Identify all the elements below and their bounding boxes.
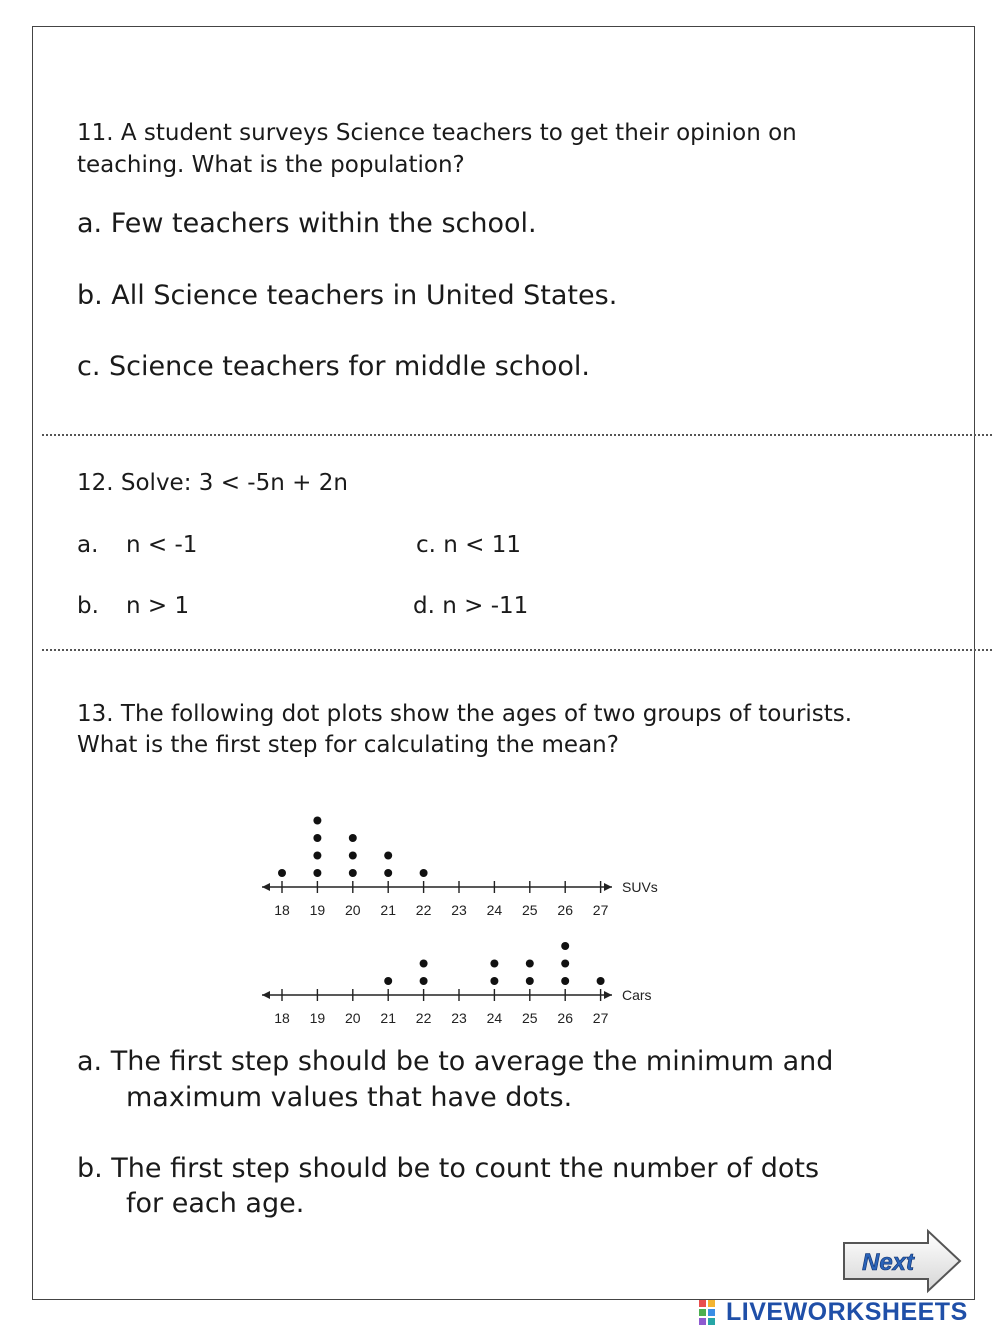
q11-prompt-line1: 11. A student surveys Science teachers to get their opinion on [77, 120, 797, 146]
tick-label: 20 [345, 902, 361, 918]
data-dot [561, 977, 569, 985]
series-label: SUVs [622, 879, 658, 895]
tick-label: 26 [557, 902, 573, 918]
q12-prompt: 12. Solve: 3 < -5n + 2n [77, 470, 348, 496]
data-dot [490, 960, 498, 968]
tick-label: 25 [522, 1010, 538, 1026]
liveworksheets-logo [698, 1298, 968, 1328]
q11-option-c[interactable]: c. Science teachers for middle school. [77, 351, 590, 382]
data-dot [526, 977, 534, 985]
q13-option-b-line1[interactable]: b. The first step should be to count the number of dots [77, 1153, 820, 1184]
data-dot [420, 960, 428, 968]
data-dot [313, 834, 321, 842]
data-dot [313, 817, 321, 825]
data-dot [349, 869, 357, 877]
tick-label: 18 [274, 1010, 290, 1026]
tick-label: 22 [415, 902, 432, 918]
tick-label: 27 [592, 1010, 609, 1026]
q13-option-b-line2[interactable]: for each age. [126, 1188, 305, 1219]
data-dot [313, 852, 321, 860]
dot-plots [250, 805, 680, 1035]
data-dot [313, 869, 321, 877]
dot-plot-svg [250, 805, 680, 1035]
tick-label: 24 [486, 1010, 503, 1026]
tick-label: 20 [345, 1010, 361, 1026]
tick-label: 27 [592, 902, 609, 918]
q12-option-a[interactable]: n < -1 [126, 532, 198, 558]
axis-arrow-right [604, 991, 612, 999]
q13-prompt-line2: What is the first step for calculating the mean? [77, 732, 619, 758]
tick-label: 19 [309, 902, 326, 918]
data-dot [278, 869, 286, 877]
q12-option-b[interactable]: n > 1 [126, 593, 190, 619]
tick-label: 25 [522, 902, 538, 918]
data-dot [384, 869, 392, 877]
tick-label: 26 [557, 1010, 573, 1026]
tick-label: 18 [274, 902, 290, 918]
data-dot [420, 977, 428, 985]
tick-label: 21 [380, 902, 396, 918]
section-divider [42, 649, 992, 651]
tick-label: 24 [486, 902, 503, 918]
q12-option-a-label[interactable]: a. [77, 532, 99, 558]
q12-option-d[interactable]: d. n > -11 [413, 593, 529, 619]
next-button[interactable] [840, 1228, 964, 1294]
axis-arrow-left [262, 991, 270, 999]
data-dot [526, 960, 534, 968]
data-dot [561, 942, 569, 950]
tick-label: 19 [309, 1010, 326, 1026]
tick-label: 21 [380, 1010, 396, 1026]
logo-text: LIVEWORKSHEETS [726, 1298, 968, 1326]
series-label: Cars [622, 987, 652, 1003]
data-dot [384, 852, 392, 860]
q11-prompt-line2: teaching. What is the population? [77, 152, 465, 178]
q13-prompt-line1: 13. The following dot plots show the ages of two groups of tourists. [77, 701, 853, 727]
q13-option-a-line2[interactable]: maximum values that have dots. [126, 1082, 573, 1113]
next-arrow-icon [840, 1228, 964, 1294]
data-dot [349, 852, 357, 860]
tick-label: 23 [451, 1010, 467, 1026]
tick-label: 22 [415, 1010, 432, 1026]
axis-arrow-right [604, 883, 612, 891]
data-dot [597, 977, 605, 985]
axis-arrow-left [262, 883, 270, 891]
q12-option-c[interactable]: c. n < 11 [416, 532, 522, 558]
data-dot [349, 834, 357, 842]
q12-option-b-label[interactable]: b. [77, 593, 99, 619]
q11-option-b[interactable]: b. All Science teachers in United States. [77, 280, 618, 311]
data-dot [384, 977, 392, 985]
tick-label: 23 [451, 902, 467, 918]
next-label: Next [861, 1249, 915, 1276]
q13-option-a-line1[interactable]: a. The first step should be to average the minimum and [77, 1046, 834, 1077]
data-dot [490, 977, 498, 985]
section-divider [42, 434, 992, 436]
data-dot [561, 960, 569, 968]
data-dot [420, 869, 428, 877]
logo-icon [698, 1298, 724, 1328]
q11-option-a[interactable]: a. Few teachers within the school. [77, 208, 537, 239]
